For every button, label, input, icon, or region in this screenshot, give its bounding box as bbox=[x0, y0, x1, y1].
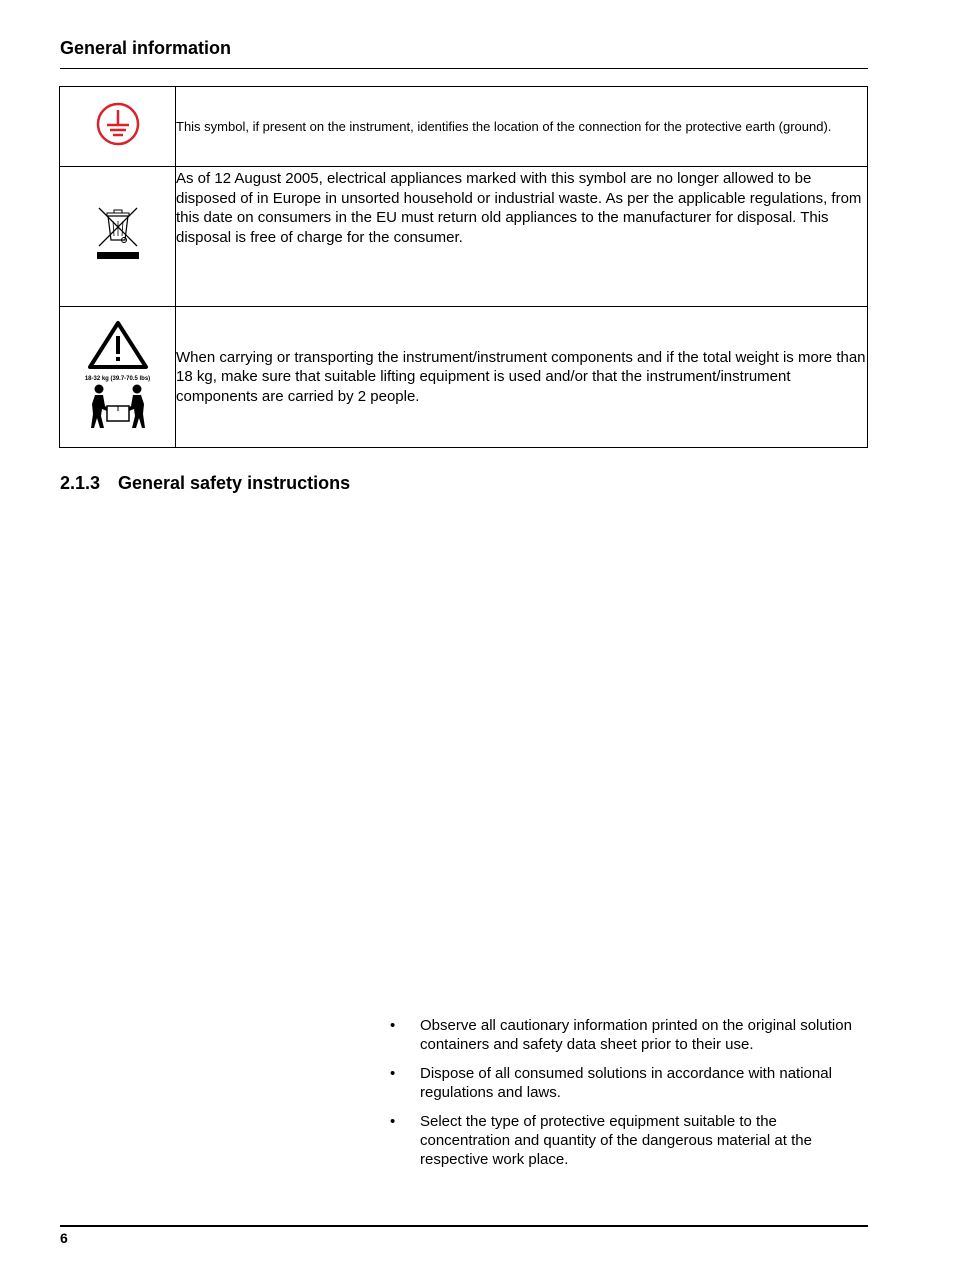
list-item bbox=[390, 1064, 870, 1102]
list-item-text: Observe all cautionary information printed on the original solution containers and safety data sheet prior to their use. bbox=[420, 1017, 852, 1053]
bullet-marker: • bbox=[390, 1017, 396, 1034]
list-item-text: Select the type of protective equipment suitable to the concentration and quantity of the dangerous material at the respective work place. bbox=[420, 1113, 812, 1168]
table-row bbox=[60, 307, 868, 448]
list-item bbox=[390, 1016, 870, 1054]
warning-triangle-icon bbox=[87, 320, 149, 370]
bullet-marker: • bbox=[390, 1065, 396, 1082]
symbols-table bbox=[59, 86, 868, 448]
weee-symbol-description: As of 12 August 2005, electrical appliances marked with this symbol are no longer allowed to be disposed of in Europe in unsorted household or industrial waste. As per the applicable regulations, from this date on consumers in the EU must return old appliances to the manufacturer for disposal. This disposal is free of charge for the consumer. bbox=[176, 167, 868, 307]
list-item bbox=[390, 1112, 870, 1169]
two-person-lift-icon bbox=[90, 384, 146, 430]
icon-cell bbox=[60, 87, 176, 167]
weee-crossed-bin-icon bbox=[93, 204, 143, 264]
section-number: 2.1.3 bbox=[60, 473, 101, 493]
icon-cell bbox=[60, 307, 176, 448]
section-title: General safety instructions bbox=[118, 473, 351, 493]
icon-cell bbox=[60, 167, 176, 307]
protective-earth-icon bbox=[95, 101, 141, 147]
table-row bbox=[60, 87, 868, 167]
footer-divider bbox=[60, 1225, 868, 1227]
list-item-text: Dispose of all consumed solutions in accordance with national regulations and laws. bbox=[420, 1065, 832, 1101]
earth-symbol-description: This symbol, if present on the instrument, identifies the location of the connection for the protective earth (ground). bbox=[176, 87, 868, 167]
lift-weight-caption: 18-32 kg (39.7-70.5 lbs) bbox=[84, 375, 151, 382]
section-heading bbox=[60, 473, 350, 494]
table-row bbox=[60, 167, 868, 307]
header-divider bbox=[60, 68, 868, 69]
bullet-marker: • bbox=[390, 1113, 396, 1130]
lift-icon-group bbox=[85, 320, 150, 435]
page-header-title: General information bbox=[60, 38, 232, 58]
lifting-symbol-description: When carrying or transporting the instrument/instrument components and if the total weight is more than 18 kg, make sure that suitable lifting equipment is used and/or that the instrument/instrument components are carried by 2 people. bbox=[176, 307, 868, 448]
page-number: 6 bbox=[60, 1230, 68, 1246]
safety-bullet-list bbox=[390, 1016, 870, 1179]
